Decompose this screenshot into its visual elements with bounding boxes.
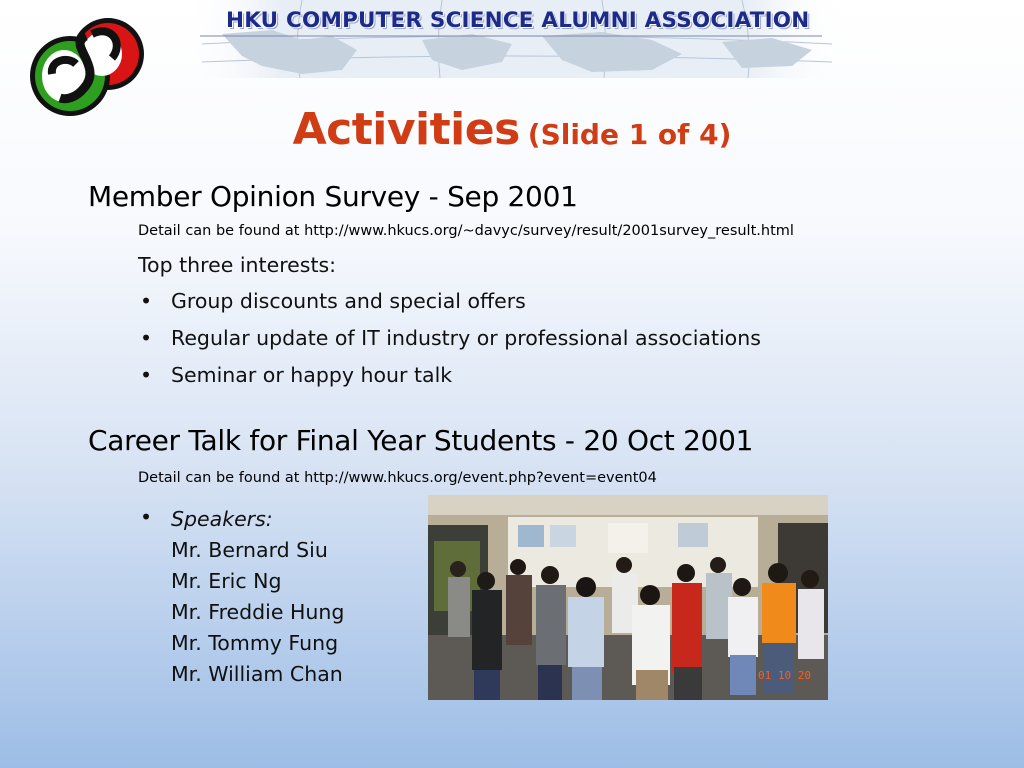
career-talk-detail: Detail can be found at http://www.hkucs.org/event.php?event=event04 bbox=[138, 470, 657, 486]
page-title bbox=[0, 104, 1024, 155]
bullet-icon: • bbox=[140, 363, 153, 387]
association-name: HKU COMPUTER SCIENCE ALUMNI ASSOCIATION bbox=[226, 8, 810, 33]
interests-label: Top three interests: bbox=[138, 253, 337, 277]
interest-text: Group discounts and special offers bbox=[171, 289, 526, 313]
career-talk-heading: Career Talk for Final Year Students - 20 Oct 2001 bbox=[88, 424, 754, 457]
slide-counter: (Slide 1 of 4) bbox=[527, 118, 732, 151]
speakers-label: Speakers: bbox=[171, 507, 273, 531]
photo-date-stamp: 01 10 20 bbox=[758, 669, 811, 682]
speaker-name: Mr. William Chan bbox=[171, 662, 343, 686]
event-photo bbox=[428, 495, 828, 700]
hkucs-logo-icon bbox=[26, 14, 154, 118]
bullet-icon: • bbox=[140, 289, 153, 313]
interest-text: Regular update of IT industry or professional associations bbox=[171, 326, 761, 350]
speaker-name: Mr. Eric Ng bbox=[171, 569, 282, 593]
header-banner bbox=[182, 0, 846, 78]
speaker-name: Mr. Bernard Siu bbox=[171, 538, 328, 562]
bullet-icon: • bbox=[140, 505, 153, 529]
survey-heading: Member Opinion Survey - Sep 2001 bbox=[88, 180, 578, 213]
survey-detail: Detail can be found at http://www.hkucs.org/~davyc/survey/result/2001survey_result.html bbox=[138, 223, 794, 239]
interest-text: Seminar or happy hour talk bbox=[171, 363, 453, 387]
speaker-name: Mr. Freddie Hung bbox=[171, 600, 345, 624]
speaker-name: Mr. Tommy Fung bbox=[171, 631, 339, 655]
slide-title: Activities bbox=[292, 104, 520, 155]
bullet-icon: • bbox=[140, 326, 153, 350]
